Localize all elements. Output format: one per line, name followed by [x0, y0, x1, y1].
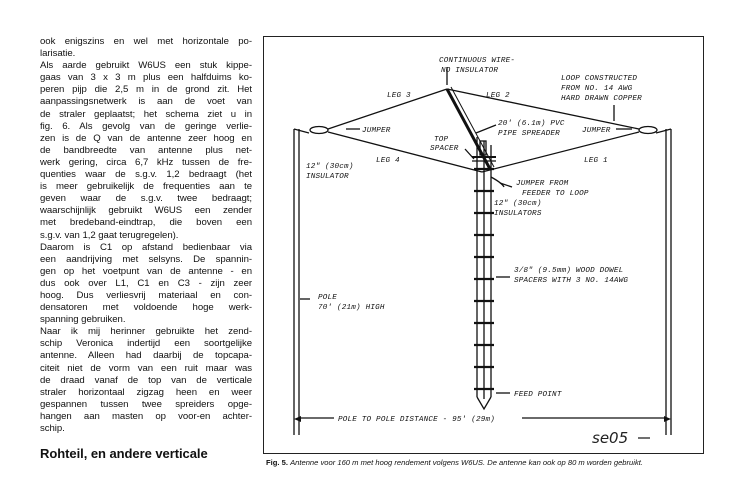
left-insulator — [310, 127, 328, 134]
article-line: de bandbreedte van antenne plus net- — [40, 144, 252, 156]
article-line: is meer gebruikelijk de frequenties aan te — [40, 181, 252, 193]
article-line: gespannen tussen twee spreiders opge- — [40, 398, 252, 410]
article-line: dus ook over L1, C1 en C3 - zijn zeer — [40, 277, 252, 289]
article-line: fig. 6. Als gevolg van de geringe verlie- — [40, 120, 252, 132]
article-line: de draad vanaf de top van de verticale — [40, 374, 252, 386]
article-line: densatoren met voldoende hoge werk- — [40, 302, 252, 314]
label-insulator-left-2: INSULATOR — [306, 173, 349, 181]
article-text-column — [40, 36, 252, 461]
right-halyard — [656, 129, 671, 133]
label-jumper-feeder-1: JUMPER FROM — [516, 180, 569, 188]
article-line: hoog. Dus verliesvrij materiaal en con- — [40, 289, 252, 301]
label-pole-2: 70' (21m) HIGH — [318, 304, 385, 312]
label-jumper-left: JUMPER — [362, 127, 391, 135]
article-line: Als aarde gebruikt W6US een stuk kippe- — [40, 60, 252, 72]
label-loop-2: FROM NO. 14 AWG — [561, 85, 633, 93]
article-line: gaas van 3 x 3 m plus een halfduims ko- — [40, 72, 252, 84]
article-line: straler horizontaal zigzag heen en weer — [40, 386, 252, 398]
article-line: waarschijnlijk gebruikt W6US een zender — [40, 205, 252, 217]
label-signature: se05 — [592, 429, 629, 447]
left-halyard — [294, 129, 309, 133]
article-line: aanpassingsnetwerk is aan de voet van — [40, 96, 252, 108]
dimension-arrow-right — [664, 416, 671, 422]
article-line: zen is de Q van de antenne zeer hoog en — [40, 132, 252, 144]
antenna-figure — [263, 36, 704, 454]
article-line: quenties waar de s.g.v. 1,2 bedraagt (het — [40, 169, 252, 181]
top-spacer-pointer — [465, 149, 474, 159]
label-loop-1: LOOP CONSTRUCTED — [561, 75, 638, 83]
label-pole-distance: POLE TO POLE DISTANCE - 95' (29m) — [338, 416, 495, 424]
article-line: met bredeband-eindtrap, die boven een — [40, 217, 252, 229]
label-continuous-wire: CONTINUOUS WIRE- — [439, 57, 516, 65]
label-loop-3: HARD DRAWN COPPER — [561, 95, 642, 103]
article-line: schip. — [40, 423, 65, 434]
label-leg-2: LEG 2 — [486, 92, 510, 100]
figure-caption — [266, 458, 706, 467]
article-line: spanning gebruiken. — [40, 314, 126, 326]
article-line: gen op het voetpunt van de antenne - en — [40, 265, 252, 277]
caption-text: Antenne voor 160 m met hoog rendement volgens W6US. De antenne kan ook op 80 m worden gebruikt. — [290, 458, 643, 467]
article-line: een aandrijving met selsyns. De spannin- — [40, 253, 252, 265]
label-leg-4: LEG 4 — [376, 157, 400, 165]
article-line: hangen aan masten op voor-en achter- — [40, 410, 252, 422]
label-top-spacer-1: TOP — [434, 136, 449, 144]
label-leg-3: LEG 3 — [387, 92, 411, 100]
article-line: werk gering, circa 6,7 kHz tussen de fre- — [40, 156, 252, 168]
label-insulator-left-1: 12" (30cm) — [306, 163, 354, 171]
article-line: citeit niet de vorm van een ruit maar was — [40, 362, 252, 374]
jumper-from-feeder — [491, 177, 504, 187]
article-line: geven waar de s.g.v. twee bedraagt; — [40, 193, 252, 205]
label-feed-point: FEED POINT — [514, 391, 562, 399]
article-line: s.g.v. van 1,2 gaat terugregelen). — [40, 229, 179, 241]
next-section-heading: Rohteil, en andere verticale — [40, 446, 208, 461]
dimension-arrow-left — [294, 416, 301, 422]
article-line: peren pijp die 2,5 m in de grond zit. Het — [40, 84, 252, 96]
label-pole-1: POLE — [318, 294, 338, 302]
pvc-pointer — [476, 125, 496, 133]
article-line: schip Veronica indertijd een soortgelijke — [40, 338, 252, 350]
article-line: de straler geplaatst; het schema ziet u in — [40, 108, 252, 120]
label-pvc-2: PIPE SPREADER — [498, 130, 560, 138]
label-no-insulator: NO INSULATOR — [441, 67, 499, 75]
caption-label: Fig. 5. — [266, 458, 288, 467]
antenna-diagram — [264, 37, 705, 455]
article-line: Daarom is C1 op afstand bedienbaar via — [40, 241, 252, 253]
right-insulator — [639, 127, 657, 134]
label-top-spacer-2: SPACER — [430, 145, 459, 153]
label-pvc-1: 20' (6.1m) PVC — [498, 120, 565, 128]
label-jumper-right: JUMPER — [582, 127, 611, 135]
label-dowel-1: 3/8" (9.5mm) WOOD DOWEL — [514, 267, 624, 275]
label-leg-1: LEG 1 — [584, 157, 608, 165]
article-line: ook enigszins en wel met horizontale po- — [40, 36, 252, 47]
article-line: larisatie. — [40, 48, 76, 60]
label-insulators-mid-1: 12" (30cm) — [494, 200, 542, 208]
article-line: Naar ik mij herinner gebruikte het zend- — [40, 326, 252, 338]
label-jumper-feeder-2: FEEDER TO LOOP — [522, 190, 589, 198]
label-dowel-2: SPACERS WITH 3 NO. 14AWG — [514, 277, 629, 285]
label-insulators-mid-2: INSULATORS — [494, 210, 542, 218]
article-line: antenne. Alleen had daarbij de topcapa- — [40, 350, 252, 362]
leg-1-wire — [482, 132, 639, 172]
